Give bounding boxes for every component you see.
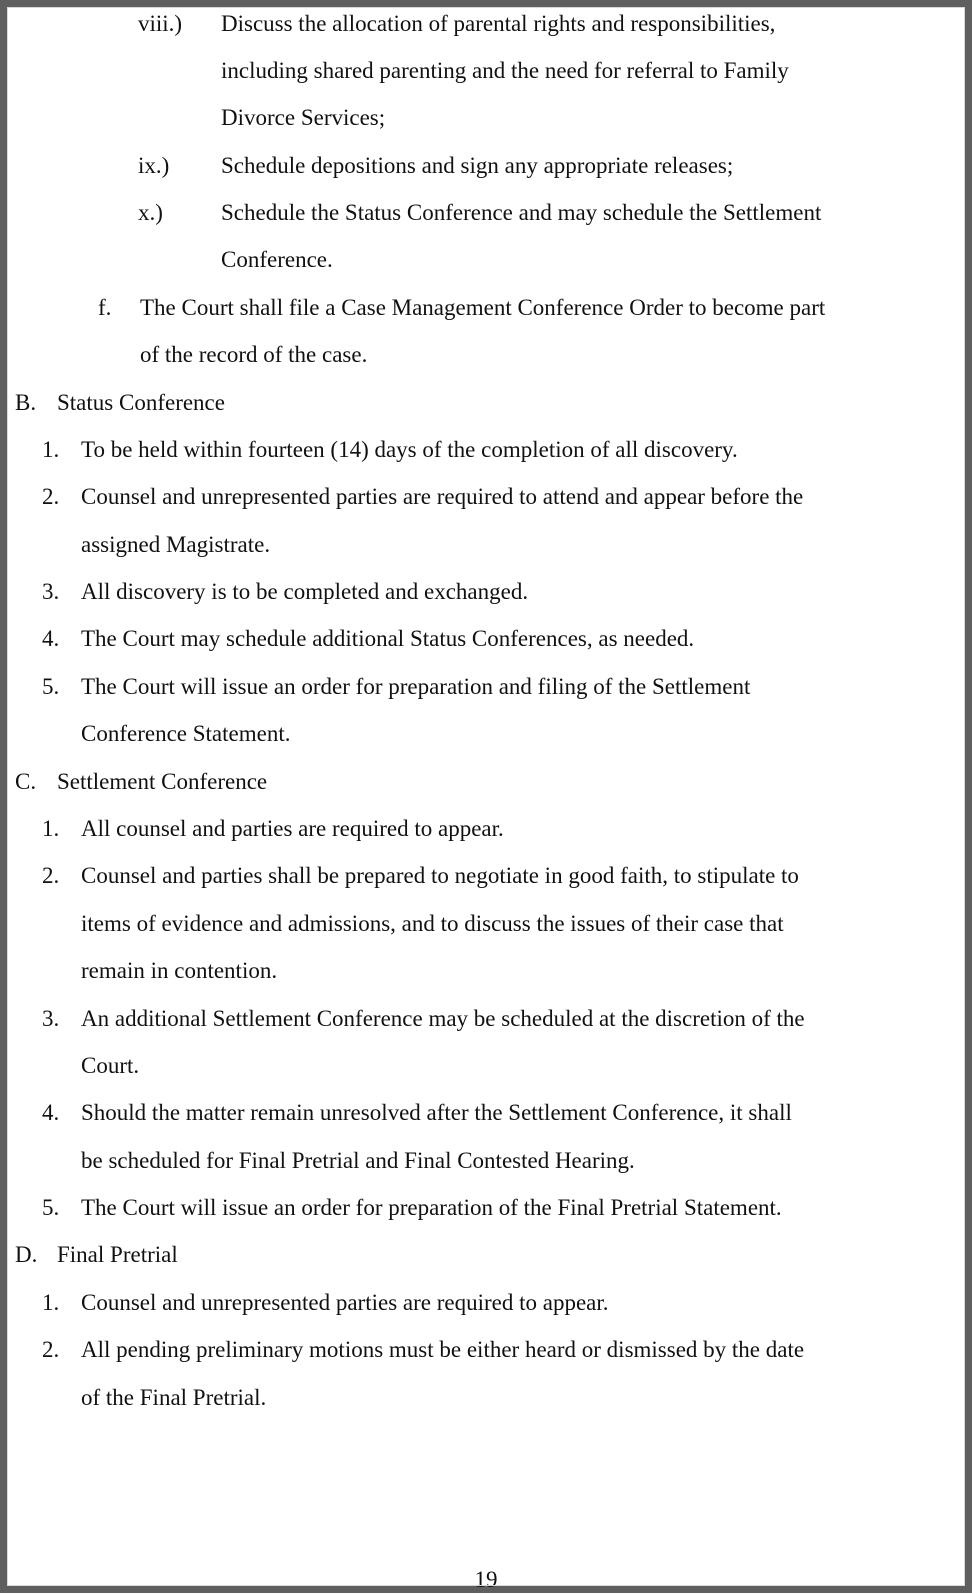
item-text: The Court will issue an order for preparation and filing of the Settlement: [81, 674, 751, 699]
item-text: Conference.: [221, 247, 333, 272]
section-marker: C.: [15, 769, 37, 794]
item-text: be scheduled for Final Pretrial and Final Contested Hearing.: [81, 1148, 635, 1173]
item-text: Should the matter remain unresolved after the Settlement Conference, it shall: [81, 1100, 792, 1125]
item-marker: 3.: [42, 1006, 60, 1031]
text-line: [7, 719, 965, 749]
list-item: [7, 672, 965, 702]
item-marker: viii.): [138, 11, 183, 36]
list-item: [7, 577, 965, 607]
text-line: [7, 1383, 965, 1413]
item-marker: 2.: [42, 1337, 60, 1362]
item-marker: 2.: [42, 484, 60, 509]
text-line: [7, 956, 965, 986]
item-text: Conference Statement.: [81, 721, 291, 746]
text-line: [7, 56, 965, 86]
item-text: including shared parenting and the need for referral to Family: [221, 58, 789, 83]
item-text: The Court shall file a Case Management Conference Order to become part: [140, 295, 826, 320]
item-text: Counsel and unrepresented parties are required to attend and appear before the: [81, 484, 804, 509]
item-text: Schedule depositions and sign any appropriate releases;: [221, 153, 734, 178]
item-text: All counsel and parties are required to appear.: [81, 816, 504, 841]
item-text: Court.: [81, 1053, 140, 1078]
list-item: [7, 814, 965, 844]
item-text: of the record of the case.: [140, 342, 368, 367]
item-marker: 1.: [42, 816, 60, 841]
section-heading: Status Conference: [57, 390, 225, 415]
list-item: [7, 1004, 965, 1034]
item-marker: f.: [98, 295, 112, 320]
item-text: The Court may schedule additional Status Conferences, as needed.: [81, 626, 695, 651]
section-marker: B.: [15, 390, 37, 415]
roman-item-ix: [7, 151, 965, 181]
item-f: [7, 293, 965, 323]
section-marker: D.: [15, 1242, 38, 1267]
section-heading: Final Pretrial: [57, 1242, 178, 1267]
item-text: items of evidence and admissions, and to discuss the issues of their case that: [81, 911, 784, 936]
item-text: Divorce Services;: [221, 105, 386, 130]
item-marker: ix.): [138, 153, 170, 178]
item-marker: x.): [138, 200, 163, 225]
item-text: Schedule the Status Conference and may schedule the Settlement: [221, 200, 822, 225]
item-marker: 4.: [42, 626, 60, 651]
roman-item-x: [7, 198, 965, 228]
item-marker: 5.: [42, 674, 60, 699]
text-line: [7, 245, 965, 275]
item-text: To be held within fourteen (14) days of the completion of all discovery.: [81, 437, 738, 462]
item-text: An additional Settlement Conference may be scheduled at the discretion of the: [81, 1006, 805, 1031]
list-item: [7, 435, 965, 465]
list-item: [7, 482, 965, 512]
list-item: [7, 1193, 965, 1223]
text-line: [7, 1146, 965, 1176]
text-line: [7, 103, 965, 133]
list-item: [7, 1288, 965, 1318]
roman-item-viii: [7, 9, 965, 39]
item-marker: 2.: [42, 863, 60, 888]
item-text: remain in contention.: [81, 958, 278, 983]
page-number: 19: [474, 1567, 498, 1592]
text-line: [7, 1051, 965, 1081]
text-line: [7, 909, 965, 939]
item-marker: 5.: [42, 1195, 60, 1220]
section-heading-b: [7, 388, 965, 418]
item-text: Counsel and unrepresented parties are required to appear.: [81, 1290, 609, 1315]
item-marker: 1.: [42, 1290, 60, 1315]
item-text: All discovery is to be completed and exchanged.: [81, 579, 529, 604]
list-item: [7, 1335, 965, 1365]
section-heading: Settlement Conference: [57, 769, 268, 794]
section-heading-d: [7, 1240, 965, 1270]
item-marker: 4.: [42, 1100, 60, 1125]
item-text: Discuss the allocation of parental rights and responsibilities,: [221, 11, 776, 36]
list-item: [7, 1098, 965, 1128]
item-text: assigned Magistrate.: [81, 532, 271, 557]
text-line: [7, 530, 965, 560]
section-heading-c: [7, 767, 965, 797]
item-marker: 3.: [42, 579, 60, 604]
list-item: [7, 861, 965, 891]
text-line: [7, 340, 965, 370]
item-text: All pending preliminary motions must be either heard or dismissed by the date: [81, 1337, 805, 1362]
item-text: The Court will issue an order for preparation of the Final Pretrial Statement.: [81, 1195, 782, 1220]
item-marker: 1.: [42, 437, 60, 462]
list-item: [7, 624, 965, 654]
item-text: of the Final Pretrial.: [81, 1385, 267, 1410]
item-text: Counsel and parties shall be prepared to negotiate in good faith, to stipulate to: [81, 863, 799, 888]
